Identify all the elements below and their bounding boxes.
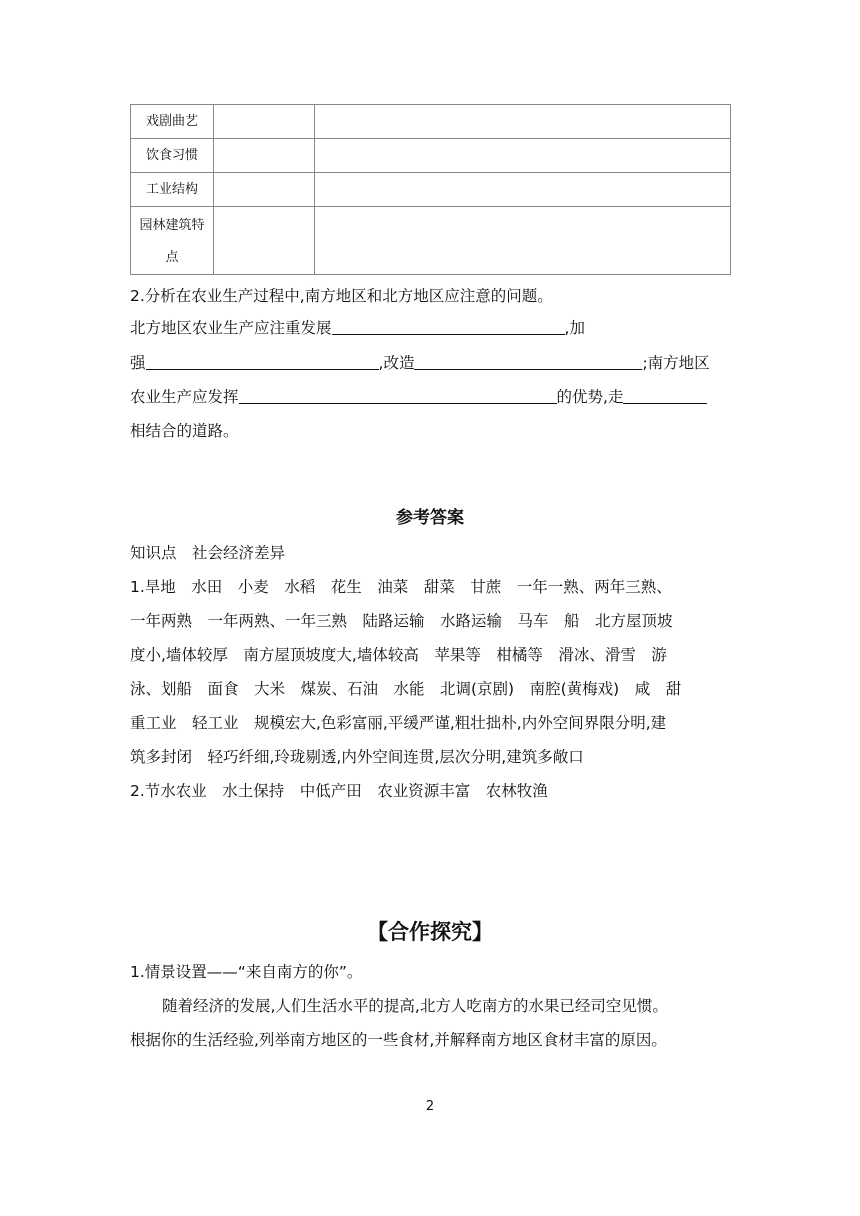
answer-line: 泳、划船 面食 大米 煤炭、石油 水能 北调(京剧) 南腔(黄梅戏) 咸 甜: [130, 680, 682, 698]
coop-question-1: 1.情景设置——“来自南方的你”。: [130, 963, 363, 981]
fill-blank[interactable]: [146, 351, 379, 370]
text: ,加: [564, 319, 585, 337]
text: ,改造: [378, 354, 415, 372]
fill-blank[interactable]: [623, 385, 707, 404]
text: 的优势,走: [556, 388, 624, 406]
text: ;南方地区: [642, 354, 710, 372]
cell-north[interactable]: [214, 207, 315, 275]
fill-blank[interactable]: [239, 385, 557, 404]
cell-south[interactable]: [315, 173, 731, 207]
row-label-part1: 园林建筑特: [139, 217, 205, 233]
answer-line: 1.旱地 水田 小麦 水稻 花生 油菜 甜菜 甘蔗 一年一熟、两年三熟、: [130, 578, 672, 596]
coop-paragraph-line: 根据你的生活经验,列举南方地区的一些食材,并解释南方地区食材丰富的原因。: [130, 1031, 667, 1049]
cell-north[interactable]: [214, 139, 315, 173]
fill-blank[interactable]: [332, 316, 565, 335]
question-2-line-3: [130, 385, 707, 407]
cell-north[interactable]: [214, 173, 315, 207]
answers-heading: 参考答案: [396, 508, 464, 528]
cell-south[interactable]: [315, 139, 731, 173]
coop-paragraph-line: 随着经济的发展,人们生活水平的提高,北方人吃南方的水果已经司空见惯。: [162, 997, 668, 1015]
page-number: 2: [425, 1099, 435, 1114]
row-label: 戏剧曲艺: [131, 105, 214, 139]
row-label: 饮食习惯: [131, 139, 214, 173]
answer-line: 度小,墙体较厚 南方屋顶坡度大,墙体较高 苹果等 柑橘等 滑冰、滑雪 游: [130, 646, 667, 664]
row-label: 工业结构: [131, 173, 214, 207]
cell-north[interactable]: [214, 105, 315, 139]
text: 农业生产应发挥: [130, 388, 239, 406]
text: 北方地区农业生产应注重发展: [130, 319, 332, 337]
question-2-line-4: 相结合的道路。: [130, 422, 239, 440]
text: 强: [130, 354, 146, 372]
row-label-part2: 点: [165, 249, 179, 265]
cell-south[interactable]: [315, 105, 731, 139]
question-2-line-2: [130, 351, 710, 373]
answer-line: 重工业 轻工业 规模宏大,色彩富丽,平缓严谨,粗壮拙朴,内外空间界限分明,建: [130, 714, 667, 732]
question-2-line-1: [130, 316, 585, 338]
fill-blank[interactable]: [414, 351, 642, 370]
knowledge-point: 知识点 社会经济差异: [130, 544, 286, 562]
answer-line: 一年两熟 一年两熟、一年三熟 陆路运输 水路运输 马车 船 北方屋顶坡: [130, 612, 673, 630]
question-2-title: 2.分析在农业生产过程中,南方地区和北方地区应注意的问题。: [130, 287, 553, 305]
comparison-table: [130, 104, 731, 275]
row-label: [131, 207, 214, 275]
answer-line: 筑多封闭 轻巧纤细,玲珑剔透,内外空间连贯,层次分明,建筑多敞口: [130, 748, 584, 766]
cell-south[interactable]: [315, 207, 731, 275]
answer-line: 2.节水农业 水土保持 中低产田 农业资源丰富 农林牧渔: [130, 782, 548, 800]
cooperation-heading: 【合作探究】: [367, 920, 493, 944]
